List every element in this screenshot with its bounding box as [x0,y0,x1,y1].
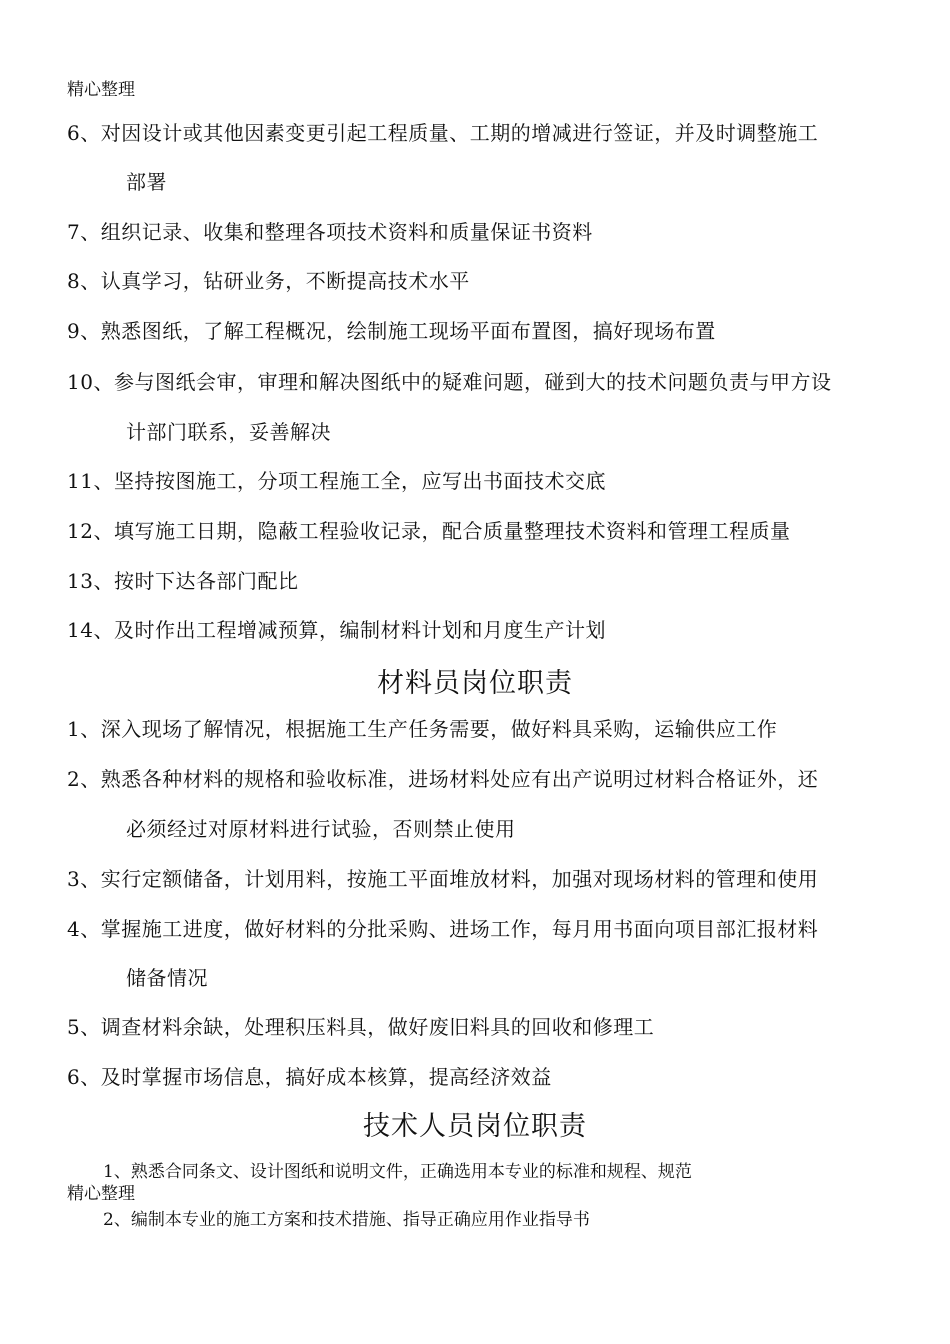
duty-item: 1、深入现场了解情况，根据施工生产任务需要，做好料具采购，运输供应工作 [67,717,778,741]
duty-item: 8、认真学习，钻研业务，不断提高技术水平 [67,269,470,293]
duty-item: 3、实行定额储备，计划用料，按施工平面堆放材料，加强对现场材料的管理和使用 [67,867,819,891]
duty-item: 6、及时掌握市场信息，搞好成本核算，提高经济效益 [67,1065,552,1089]
technical-staff-title: 技术人员岗位职责 [363,1111,587,1142]
duty-item: 13、按时下达各部门配比 [67,569,299,593]
duty-item-continuation: 必须经过对原材料进行试验，否则禁止使用 [126,817,516,841]
duty-item: 2、熟悉各种材料的规格和验收标准，进场材料处应有出产说明过材料合格证外，还 [67,767,819,791]
duty-item: 11、坚持按图施工，分项工程施工全，应写出书面技术交底 [67,469,606,493]
duty-item: 14、及时作出工程增减预算，编制材料计划和月度生产计划 [67,618,606,642]
page-header-bottom: 精心整理 [67,1184,135,1204]
page-header-top: 精心整理 [67,80,135,100]
duty-item-continuation: 计部门联系，妥善解决 [126,420,331,444]
duty-item: 9、熟悉图纸，了解工程概况，绘制施工现场平面布置图，搞好现场布置 [67,319,716,343]
duty-item: 10、参与图纸会审，审理和解决图纸中的疑难问题，碰到大的技术问题负责与甲方设 [67,370,832,394]
material-officer-title: 材料员岗位职责 [377,668,573,699]
tech-duty-item-1: 1、熟悉合同条文、设计图纸和说明文件，正确选用本专业的标准和规程、规范 [103,1162,692,1182]
duty-item-continuation: 部署 [126,170,167,194]
duty-item: 6、对因设计或其他因素变更引起工程质量、工期的增减进行签证，并及时调整施工 [67,121,819,145]
duty-item: 12、填写施工日期，隐蔽工程验收记录，配合质量整理技术资料和管理工程质量 [67,519,791,543]
duty-item: 5、调查材料余缺，处理积压料具，做好废旧料具的回收和修理工 [67,1015,655,1039]
duty-item: 7、组织记录、收集和整理各项技术资料和质量保证书资料 [67,220,593,244]
tech-duty-item-2: 2、编制本专业的施工方案和技术措施、指导正确应用作业指导书 [103,1210,590,1230]
duty-item: 4、掌握施工进度，做好材料的分批采购、进场工作，每月用书面向项目部汇报材料 [67,917,819,941]
duty-item-continuation: 储备情况 [126,966,208,990]
